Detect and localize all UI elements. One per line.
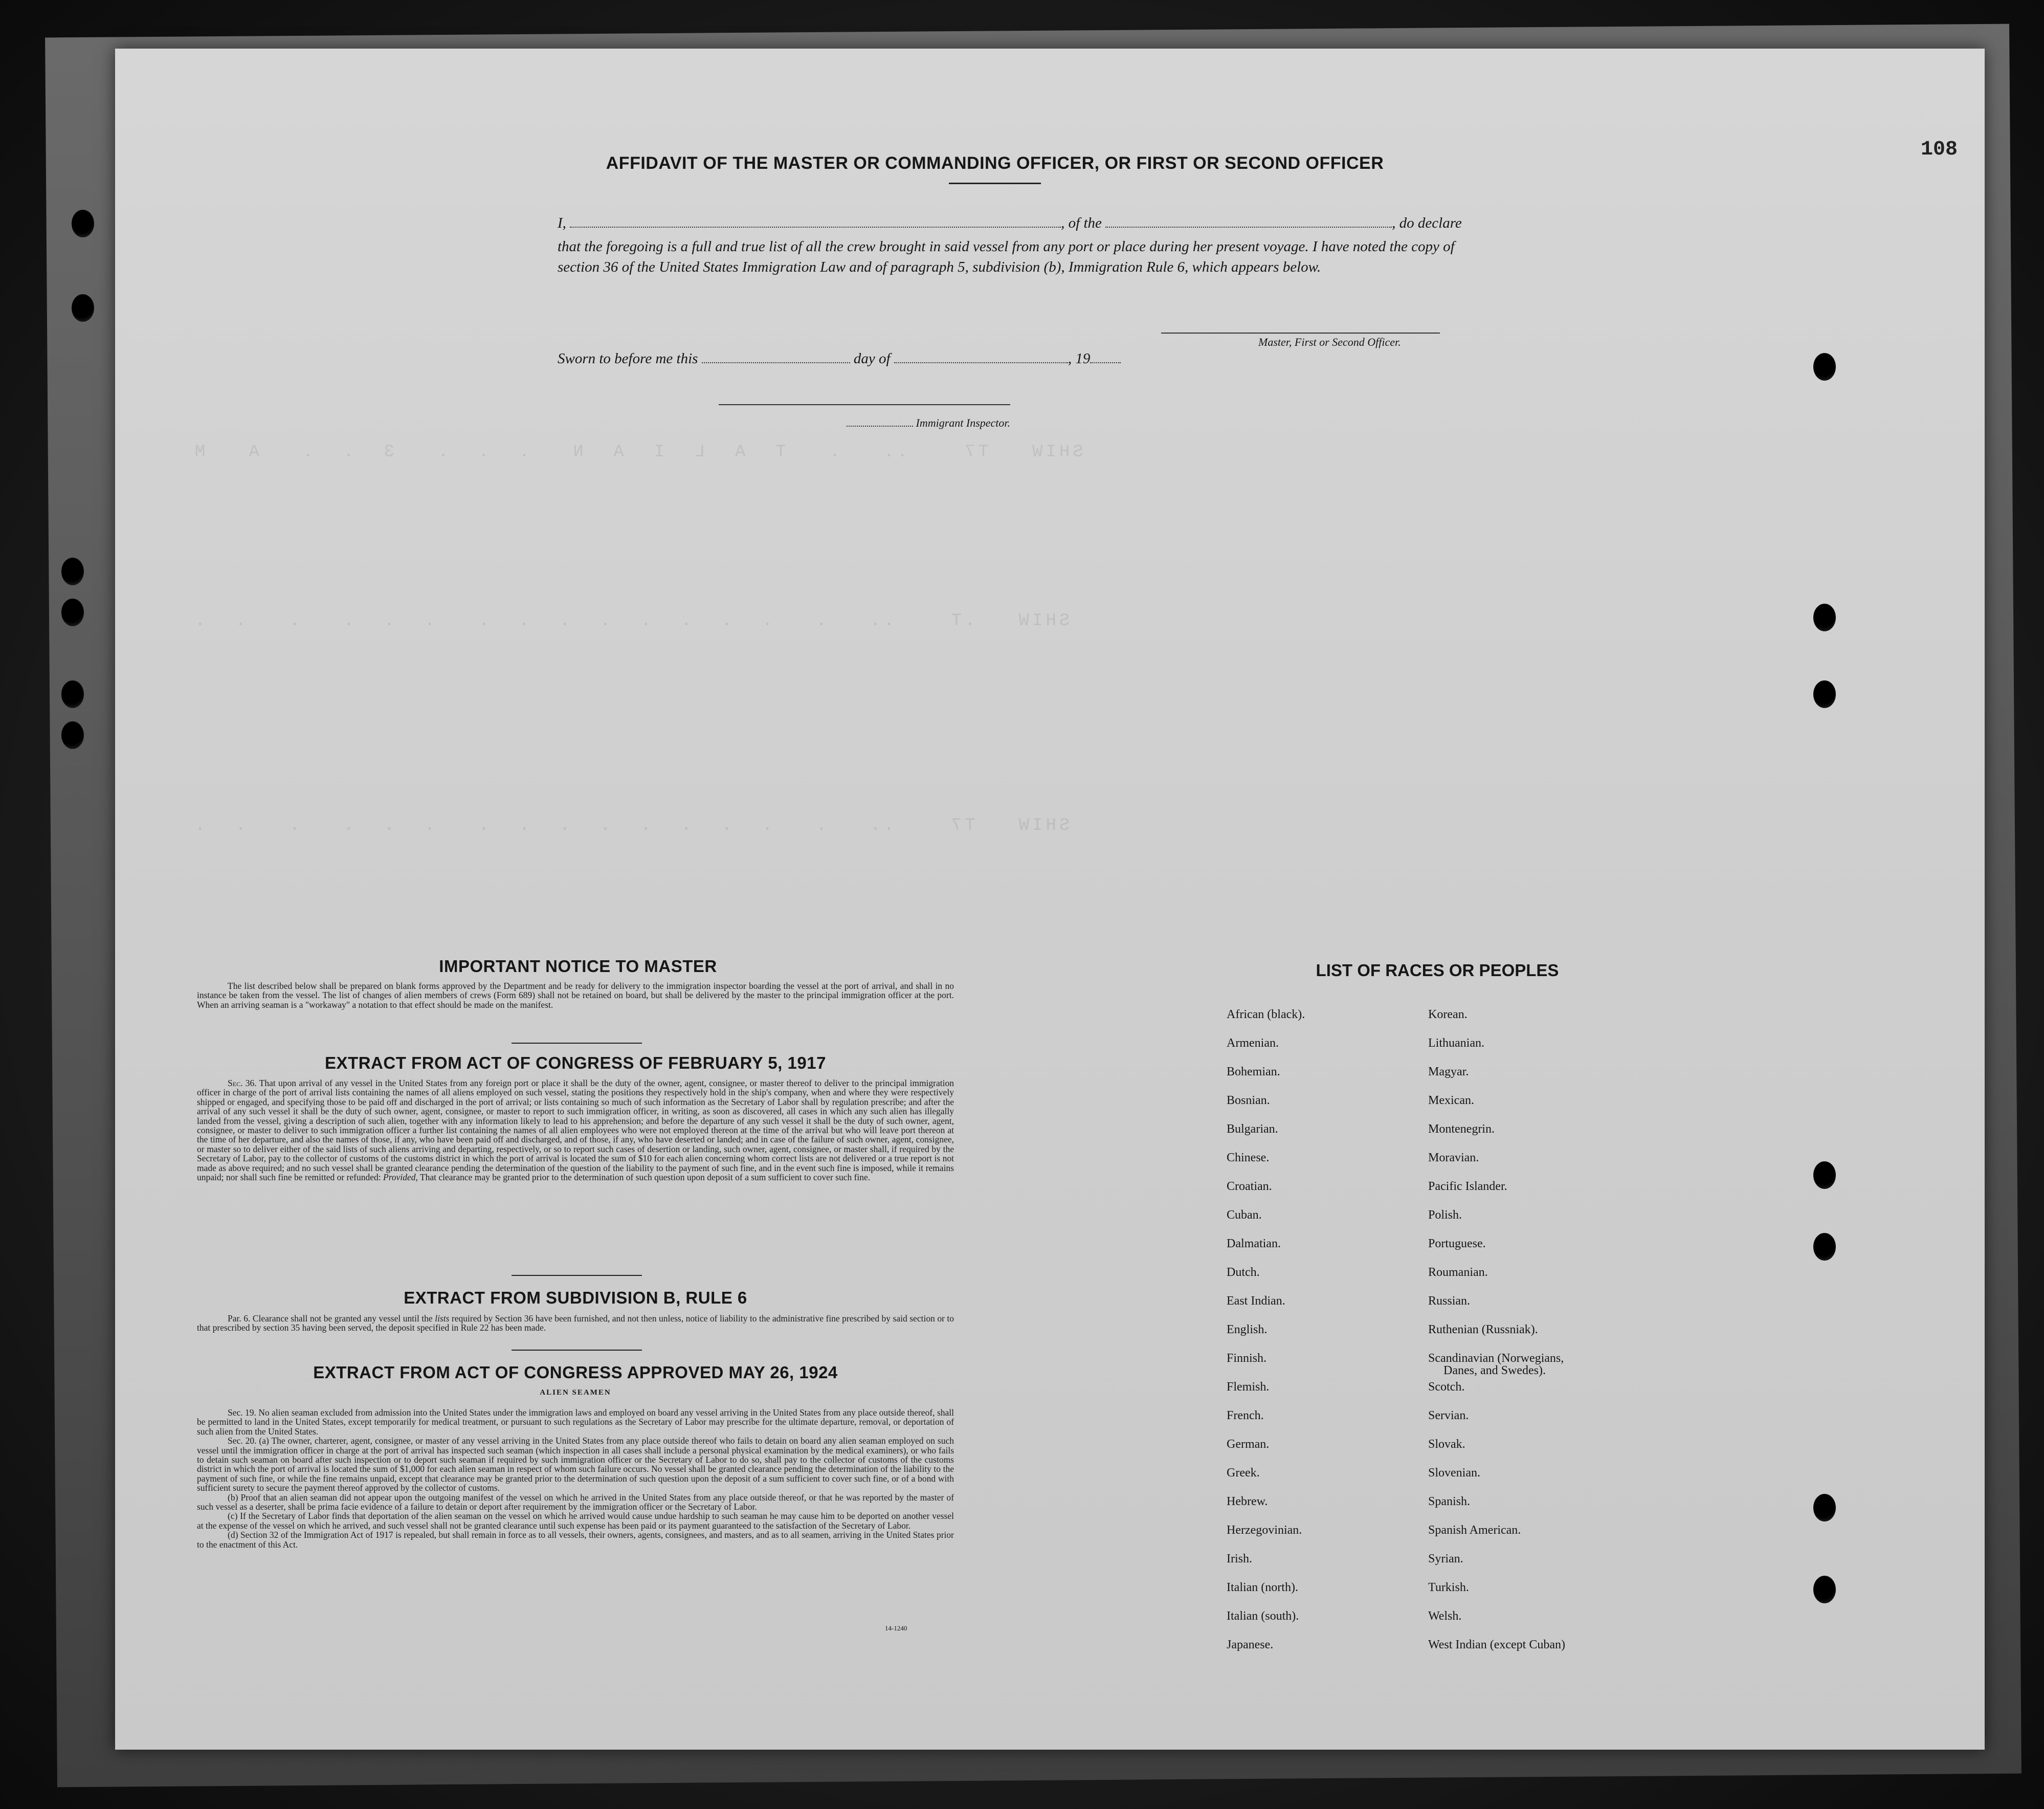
page-number: 108	[1921, 138, 1958, 161]
race-item: Welsh.	[1428, 1609, 1462, 1623]
bleed-through-text: SHIW .T .. . . . . . . . . . . . . . . .	[192, 611, 1070, 631]
race-item: Montenegrin.	[1428, 1122, 1495, 1136]
race-item: Servian.	[1428, 1409, 1469, 1422]
race-item: French.	[1227, 1409, 1264, 1422]
race-item: East Indian.	[1227, 1294, 1285, 1308]
section-divider	[512, 1275, 642, 1276]
race-item: Flemish.	[1227, 1380, 1270, 1394]
notice-title: IMPORTANT NOTICE TO MASTER	[439, 957, 717, 976]
race-item: English.	[1227, 1323, 1268, 1336]
race-item: Japanese.	[1227, 1638, 1274, 1651]
race-item: Hebrew.	[1227, 1495, 1268, 1508]
race-item: Bulgarian.	[1227, 1122, 1278, 1136]
sec-20d-text: (d) Section 32 of the Immigration Act of 1917 is repealed, but shall remain in force as to all vessels, their owners, agents, consignees, and masters, and as to all seamen, arriving in the United States prior to the enactment of this Act.	[197, 1530, 954, 1550]
sec-19-text: Sec. 19. No alien seaman excluded from admission into the United States under the immigration laws and employed on board any vessel arriving in the United States from any place outside thereof, shall be permitted to land in the United States, except temporarily for medical treatment, or pursuant to such regulations as the Secretary of Labor may prescribe for the ultimate departure, removal, or deportation of such alien from the United States.	[197, 1407, 954, 1437]
section-36-text: That upon arrival of any vessel in the United States from any foreign port or place it shall be the duty of the owner, agent, consignee, or master thereof to deliver to the principal immigration officer in charge of the port of arrival lists containing the names of all aliens employed on such vessel, stating the positions they respectively hold in the ship's company, when and where they were respectively shipped or engaged, and specifying those to be paid off and discharged in the port of arrival; or lists containing so much of such information as the Secretary of Labor shall by regulation prescribe; and after the arrival of any such vessel it shall be the duty of such owner, agent, consignee, or master to report to such immigration officer, in writing, as soon as discovered, all cases in which any such alien has illegally landed from the vessel, giving a description of such alien, together with any information likely to lead to his apprehension; and before the departure of any such vessel it shall be the duty of such owner, agent, consignee, or master to deliver to such immigration officer a further list containing the names of all alien employees who were not employed thereon at the time of the arrival but who will leave port thereon at the time of her departure, and also the names of those, if any, who have been paid off and discharged, and of those, if any, who have deserted or landed; and in case of the failure of such owner, agent, consignee, or master so to deliver either of the said lists of such aliens arriving and departing, respectively, or so to report such cases of desertion or landing, such owner, agent, consignee, or master shall, if required by the Secretary of Labor, pay to the collector of customs of the customs district in which the port of arrival is located the sum of $10 for each alien concerning whom correct lists are not delivered or a true report is not made as above required; and no such vessel shall be granted clearance pending the determination of the question of the liability to the payment of such fine, and in the event such fine is imposed, while it remains unpaid; nor shall such fine be remitted or refunded:	[197, 1078, 954, 1183]
race-item: Russian.	[1428, 1294, 1471, 1308]
race-item: German.	[1227, 1438, 1270, 1451]
day-of-label: day of	[853, 350, 891, 367]
sworn-label: Sworn to before me this	[558, 350, 698, 367]
year-label: , 19	[1068, 350, 1091, 367]
bleed-through-text: SHIW T7 .. . T A L I A N . . . 3 . . A M	[192, 443, 1083, 462]
punch-hole	[1813, 1161, 1836, 1189]
race-item: Mexican.	[1428, 1094, 1474, 1107]
affidavit-declaration-line	[558, 215, 1483, 232]
race-item: Finnish.	[1227, 1352, 1267, 1365]
vessel-name-field[interactable]	[1105, 215, 1392, 228]
race-item: Polish.	[1428, 1208, 1462, 1222]
race-item: African (black).	[1227, 1008, 1305, 1021]
sworn-year-field[interactable]	[1090, 351, 1121, 363]
master-name-field[interactable]	[570, 215, 1061, 228]
race-item: Korean.	[1428, 1008, 1468, 1021]
race-item: Croatian.	[1227, 1180, 1272, 1193]
race-item: Herzegovinian.	[1227, 1524, 1302, 1537]
race-item: Irish.	[1227, 1552, 1252, 1565]
race-item: Bohemian.	[1227, 1065, 1280, 1078]
extract-rule6-text: Par. 6. Clearance shall not be granted any vessel until the lists required by Section 36 have been furnished, and not then unless, notice of liability to the administrative fine prescribed by said section or to that prescribed by section 35 having been served, the deposit specified in Rule 22 has been made.	[197, 1313, 954, 1333]
race-item: Portuguese.	[1428, 1237, 1486, 1250]
punch-hole	[72, 210, 94, 237]
master-signature-field[interactable]	[1161, 333, 1440, 334]
race-item: Magyar.	[1428, 1065, 1469, 1078]
inspector-caption: Immigrant Inspector.	[916, 416, 1011, 429]
sworn-line	[558, 350, 1121, 367]
provided-label: Provided,	[383, 1172, 418, 1183]
extract-1924-text	[197, 1408, 954, 1549]
i-label: I,	[558, 215, 566, 231]
race-item: Syrian.	[1428, 1552, 1463, 1565]
punch-hole	[1813, 1494, 1836, 1521]
punch-hole	[61, 680, 84, 708]
affidavit-title: AFFIDAVIT OF THE MASTER OR COMMANDING OFFICER, OR FIRST OR SECOND OFFICER	[606, 153, 1384, 173]
section-divider	[512, 1043, 642, 1044]
race-item: Slovenian.	[1428, 1466, 1480, 1480]
race-item: Ruthenian (Russniak).	[1428, 1323, 1538, 1336]
punch-hole	[61, 599, 84, 626]
race-item: Spanish American.	[1428, 1524, 1521, 1537]
race-item: Roumanian.	[1428, 1266, 1488, 1279]
title-divider	[949, 183, 1041, 184]
punch-hole	[1813, 604, 1836, 631]
race-item: Moravian.	[1428, 1151, 1479, 1164]
form-number: 14-1240	[885, 1624, 907, 1632]
signature-caption: Master, First or Second Officer.	[1258, 336, 1401, 348]
race-item: Scandinavian (Norwegians,	[1428, 1352, 1564, 1365]
race-item: Turkish.	[1428, 1581, 1469, 1594]
sec-20c-text: (c) If the Secretary of Labor finds that deportation of the alien seaman on the vessel on which he arrived would cause undue hardship to such seaman he may cause him to be deported on another vessel at the expense of the vessel on which he arrived, and such vessel shall not be granted clearance until such expense has been paid or its payment guaranteed to the satisfaction of the Secretary of Labor.	[197, 1511, 954, 1531]
sworn-day-field[interactable]	[702, 351, 850, 363]
extract-1917-text	[197, 1078, 954, 1182]
race-item: Cuban.	[1227, 1208, 1262, 1222]
inspector-caption-line	[847, 416, 1010, 430]
extract-1917-title: EXTRACT FROM ACT OF CONGRESS OF FEBRUARY 5, 1917	[325, 1053, 826, 1072]
punch-hole	[1813, 1233, 1836, 1261]
bleed-through-text: SHIW T7 .. . . . . . . . . . . . . . . .	[192, 816, 1070, 835]
race-item: West Indian (except Cuban)	[1428, 1638, 1565, 1651]
race-item: Italian (south).	[1227, 1609, 1299, 1623]
race-item: Danes, and Swedes).	[1443, 1364, 1546, 1377]
notice-text: The list described below shall be prepared on blank forms approved by the Department and be ready for delivery to the immigration inspector boarding the vessel at the port of arrival, and shall in no instance be taken from the vessel. The list of changes of alien members of crews (Form 689) shall not be retained on board, but shall be delivered by the master to the principal immigration officer at the port. When an arriving seaman is a "workaway" a notation to that effect should be made on the manifest.	[197, 981, 954, 1010]
inspector-signature-field[interactable]	[719, 404, 1010, 405]
race-item: Dalmatian.	[1227, 1237, 1281, 1250]
extract-rule6-title: EXTRACT FROM SUBDIVISION B, RULE 6	[404, 1288, 747, 1307]
punch-hole	[61, 721, 84, 749]
alien-seamen-subtitle: ALIEN SEAMEN	[540, 1388, 611, 1397]
race-item: Spanish.	[1428, 1495, 1471, 1508]
race-item: Pacific Islander.	[1428, 1180, 1507, 1193]
race-item: Dutch.	[1227, 1266, 1260, 1279]
race-item: Slovak.	[1428, 1438, 1465, 1451]
race-item: Scotch.	[1428, 1380, 1465, 1394]
sec-20a-text: Sec. 20. (a) The owner, charterer, agent, consignee, or master of any vessel arriving in the United States from any place outside thereof who fails to detain on board any alien seaman employed on such vessel until the immigration officer in charge at the port of arrival has inspected such seaman (which inspection in all cases shall include a personal physical examination by the medical examiners), or who fails to detain such seaman on board after such inspection or to deport such seaman if required by such immigration officer or the Secretary of Labor to do so, shall pay to the collector of customs of the customs district in which the port of arrival is located the sum of $1,000 for each alien seaman in respect of whom such failure occurs. No vessel shall be granted clearance pending the determination of the liability to the payment of such fine, or while the fine remains unpaid, except that clearance may be granted prior to the determination of such question upon the deposit of a sum sufficient to cover such fine, or of a bond with sufficient surety to secure the payment thereof approved by the collector of customs.	[197, 1436, 954, 1493]
race-item: Bosnian.	[1227, 1094, 1270, 1107]
race-item: Greek.	[1227, 1466, 1260, 1480]
race-item: Armenian.	[1227, 1036, 1279, 1050]
punch-hole	[1813, 353, 1836, 381]
section-divider	[512, 1350, 642, 1351]
race-item: Chinese.	[1227, 1151, 1270, 1164]
races-list-title: LIST OF RACES OR PEOPLES	[1316, 961, 1559, 980]
section-36-text-end: That clearance may be granted prior to the determination of such question upon deposit of a sum sufficient to cover such fine.	[419, 1172, 871, 1183]
affidavit-body: that the foregoing is a full and true list of all the crew brought in said vessel from any port or place during her present voyage. I have noted the copy of section 36 of the United States Immigration Law and of paragraph 5, subdivision (b), Immigration Rule 6, which appears below.	[558, 238, 1455, 275]
punch-hole	[72, 294, 94, 322]
punch-hole	[1813, 1576, 1836, 1603]
race-item: Italian (north).	[1227, 1581, 1298, 1594]
section-36-label: Sec. 36.	[228, 1078, 257, 1088]
sworn-month-field[interactable]	[894, 351, 1068, 363]
sec-20b-text: (b) Proof that an alien seaman did not appear upon the outgoing manifest of the vessel on which he arrived in the United States from any place outside thereof, or that he was reported by the master of such vessel as a deserter, shall be prima facie evidence of a failure to detain or deport after requirement by the immigration officer or the Secretary of Labor.	[197, 1492, 954, 1512]
punch-hole	[1813, 680, 1836, 708]
punch-hole	[61, 558, 84, 585]
of-the-label: , of the	[1061, 215, 1102, 231]
extract-1924-title: EXTRACT FROM ACT OF CONGRESS APPROVED MAY 26, 1924	[313, 1363, 838, 1382]
do-declare-label: , do declare	[1392, 215, 1462, 231]
race-item: Lithuanian.	[1428, 1036, 1484, 1050]
